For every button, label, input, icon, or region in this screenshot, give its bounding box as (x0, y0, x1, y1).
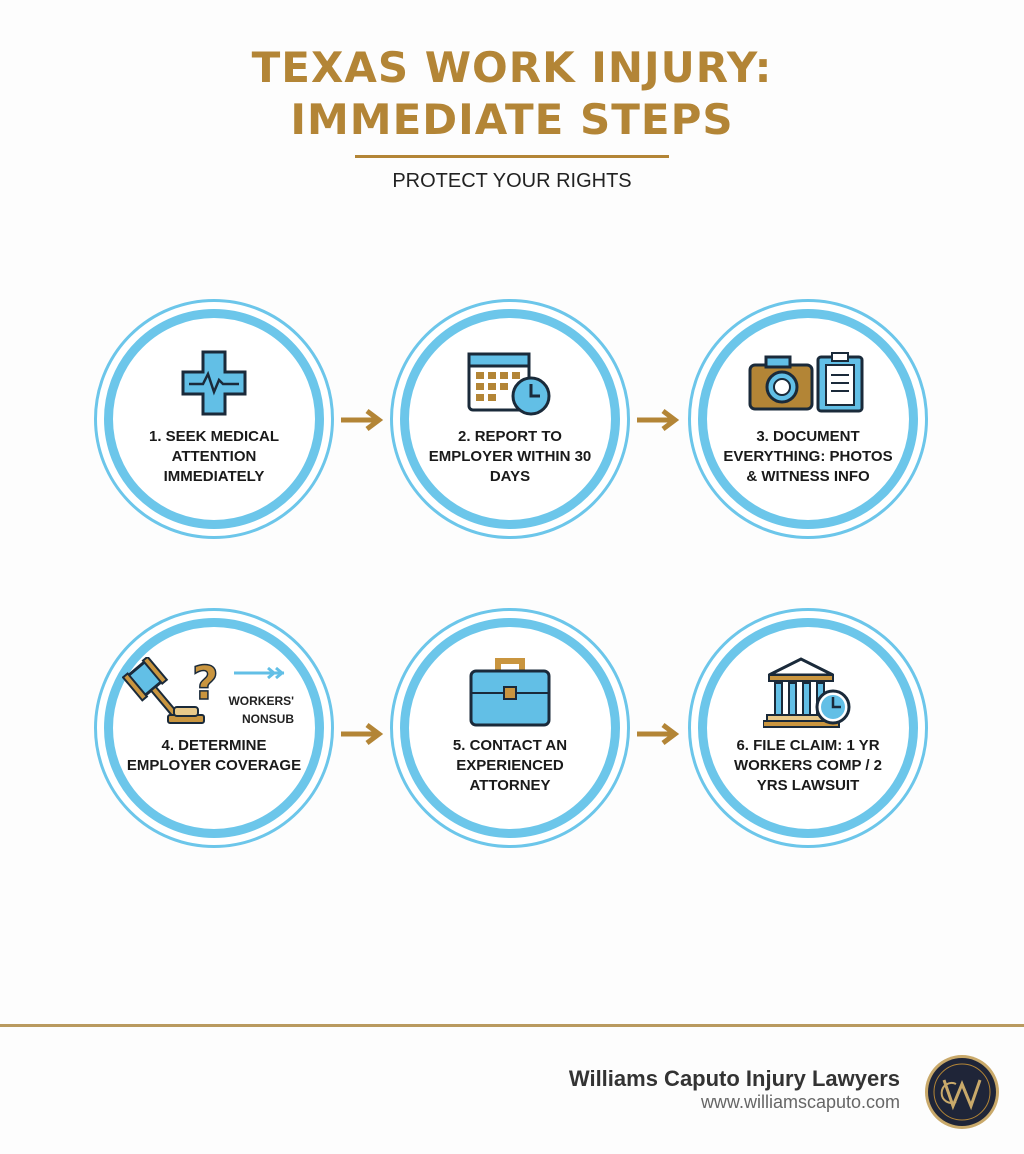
workers-comp-label: WORKERS' (228, 694, 294, 708)
arrow-right-icon (637, 722, 681, 746)
inner-ring (104, 309, 324, 529)
title-line-1: TEXAS WORK INJURY: (251, 43, 773, 92)
svg-text:?: ? (192, 657, 219, 710)
medical-cross-icon (94, 347, 334, 419)
arrow-right-icon (232, 666, 288, 680)
nonsub-label: NONSUB (241, 712, 294, 726)
step-label: 4. DETERMINE EMPLOYER COVERAGE (126, 737, 302, 774)
step-label: 5. CONTACT AN EXPERIENCED ATTORNEY (452, 737, 568, 794)
step-label: 1. SEEK MEDICAL ATTENTION IMMEDIATELY (148, 428, 280, 485)
step-label: 2. REPORT TO EMPLOYER WITHIN 30 DAYS (428, 428, 592, 485)
title-line-2: IMMEDIATE STEPS (290, 95, 734, 144)
arrow-right-icon (341, 722, 385, 746)
arrow-right-icon (341, 408, 385, 432)
footer-divider (0, 1024, 1024, 1027)
gavel-question-icon (122, 656, 302, 728)
firm-url[interactable]: www.williamscaputo.com (700, 1092, 900, 1112)
title-divider (355, 155, 669, 158)
firm-name: Williams Caputo Injury Lawyers (568, 1066, 900, 1091)
calendar-clock-icon (390, 347, 630, 419)
arrow-right-icon (637, 408, 681, 432)
step-label: 6. FILE CLAIM: 1 YR WORKERS COMP / 2 YRS LAWSUIT (733, 737, 883, 794)
briefcase-icon (390, 656, 630, 728)
page-title (0, 42, 1024, 146)
step-5 (390, 608, 630, 848)
courthouse-clock-icon (688, 656, 928, 728)
inner-ring (698, 309, 918, 529)
inner-ring (104, 618, 324, 838)
inner-ring (400, 309, 620, 529)
step-4 (94, 608, 334, 848)
step-label: 3. DOCUMENT EVERYTHING: PHOTOS & WITNESS INFO (723, 428, 893, 485)
step-2 (390, 299, 630, 539)
camera-clipboard-icon (688, 347, 928, 419)
step-6 (688, 608, 928, 848)
step-3 (688, 299, 928, 539)
step-1 (94, 299, 334, 539)
subtitle: PROTECT YOUR RIGHTS (392, 170, 632, 192)
firm-logo (924, 1054, 1000, 1130)
